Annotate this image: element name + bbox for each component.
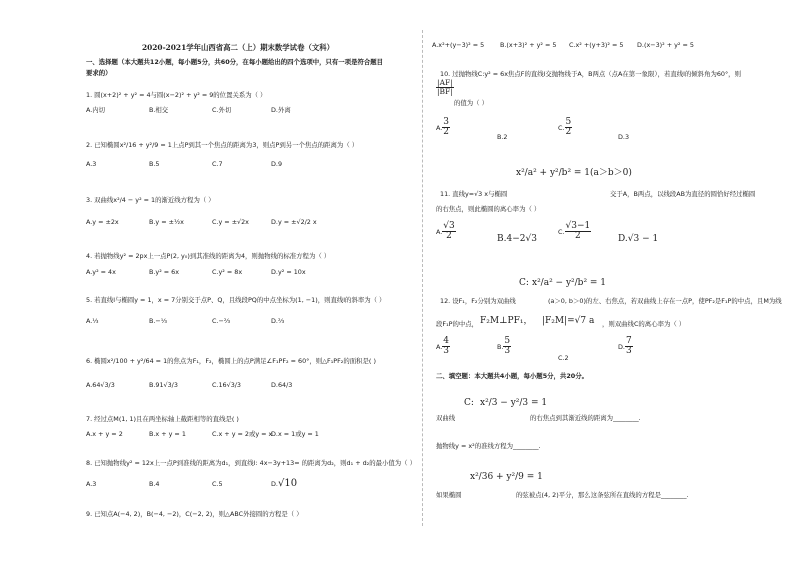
q5-option-b: B.−⅓ bbox=[149, 317, 167, 325]
q3-stem: 3. 双曲线x²/4 − y² = 1的渐近线方程为（ ） bbox=[86, 196, 215, 204]
q12-condition-length: |F₂M|=√7 a bbox=[542, 316, 595, 326]
q12-option-d bbox=[618, 337, 633, 357]
q11-option-c bbox=[558, 222, 591, 242]
q4-stem: 4. 若抛物线y² = 2px上一点P(2, y₀)到其准线的距离为4，则抛物线的标准方程为（ ） bbox=[86, 252, 331, 260]
q7-option-b: B.x + y = 1 bbox=[149, 430, 186, 438]
q6-option-c: C.16√3/3 bbox=[212, 381, 241, 389]
q4-option-c: C.y² = 8x bbox=[212, 268, 243, 276]
q9-option-c: C.x² +(y+3)² = 5 bbox=[569, 41, 624, 49]
q8-stem: 8. 已知抛物线y² = 12x上一点P到准线的距离为d₁，到直线l: 4x−3y+13= 的距离为d₂，则d₁ + d₂的最小值为（ ） bbox=[86, 459, 416, 467]
q12-stem-end: ，则双曲线C的离心率为（ ） bbox=[602, 320, 686, 328]
q2-option-c: C.7 bbox=[212, 160, 223, 168]
q9-stem: 9. 已知点A(−4, 2)，B(−4, −2)，C(−2, 2)，则△ABC外接圆的方程是（ ） bbox=[86, 510, 303, 518]
q11-option-a-label: A. bbox=[436, 227, 443, 236]
q11-option-d: D.√3 − 1 bbox=[618, 234, 659, 244]
q12-option-d-num: 7 bbox=[625, 336, 632, 346]
q7-stem: 7. 经过点M(1, 1)且在两坐标轴上截距相等的直线是( ) bbox=[86, 415, 239, 423]
q12-option-a-label: A. bbox=[436, 342, 443, 351]
q8-option-d-value: √10 bbox=[277, 478, 298, 489]
q12-option-b-num: 5 bbox=[504, 336, 511, 346]
q12-option-b-den: 3 bbox=[504, 346, 511, 357]
q15-post: 的弦被点(4, 2)平分，那么这条弦所在直线的方程是________. bbox=[516, 491, 689, 499]
q6-option-a: A.64√3/3 bbox=[86, 381, 115, 389]
q12-option-a-num: 4 bbox=[443, 336, 450, 346]
q10-option-a-label: A. bbox=[436, 123, 443, 132]
q13-curve-c: C: bbox=[464, 398, 474, 408]
q10-option-a-num: 3 bbox=[443, 117, 450, 127]
right-column bbox=[432, 0, 782, 562]
q3-option-c: C.y = ±√2x bbox=[212, 218, 249, 226]
q12-option-a bbox=[436, 337, 450, 357]
q6-option-b: B.91√3/3 bbox=[149, 381, 178, 389]
q10-option-b: B.2 bbox=[497, 133, 508, 141]
q10-option-a-den: 2 bbox=[443, 127, 450, 138]
q12-curve-c: C: bbox=[519, 278, 529, 288]
q10-ratio-num: |AF| bbox=[437, 78, 453, 87]
q11-option-a-den: 2 bbox=[446, 231, 452, 242]
q9-option-b: B.(x+3)² + y² = 5 bbox=[500, 41, 557, 49]
q11-option-b: B.4−2√3 bbox=[497, 234, 537, 244]
q12-stem: 12. 设F₁，F₂分别为双曲线 bbox=[440, 297, 516, 305]
q12-stem-cont: 段F₁P的中点， bbox=[436, 320, 479, 328]
q5-option-c: C.−⅔ bbox=[212, 317, 231, 325]
q14-text: 抛物线y = x²的准线方程为________. bbox=[436, 442, 541, 450]
q15-ellipse-equation: x²/36 + y²/9 = 1 bbox=[470, 472, 543, 482]
q11-option-a bbox=[436, 222, 456, 242]
q9-option-a: A.x²+(y−3)² = 5 bbox=[432, 41, 485, 49]
q1-option-a: A.内切 bbox=[86, 106, 106, 114]
q12-option-c: C.2 bbox=[558, 354, 569, 362]
q12-stem-part2: (a＞0, b＞0)的左、右焦点，若双曲线上存在一点P，使PF₂是F₁P的中点，且M为线 bbox=[548, 297, 782, 305]
q12-option-a-den: 3 bbox=[443, 346, 450, 357]
q13-pre: 双曲线 bbox=[436, 414, 456, 422]
q10-stem-cont: 的值为（ ） bbox=[454, 99, 488, 107]
q12-condition-perp: F₂M⊥PF₁， bbox=[480, 316, 533, 326]
q11-stem: 11. 直线y=√3 x与椭圆 bbox=[440, 190, 508, 198]
q5-option-d: D.⅔ bbox=[271, 317, 285, 325]
q11-ellipse-equation: x²/a² + y²/b² = 1(a＞b＞0) bbox=[516, 168, 632, 178]
q7-option-d: D.x = 1或y = 1 bbox=[271, 430, 319, 438]
q8-option-a: A.3 bbox=[86, 480, 97, 488]
q7-option-a: A.x + y = 2 bbox=[86, 430, 123, 438]
q10-option-c-den: 2 bbox=[565, 127, 572, 138]
q11-stem-part2: 交于A，B两点，以线段AB为直径的圆恰好经过椭圆 bbox=[610, 190, 756, 198]
q4-option-b: B.y² = 6x bbox=[149, 268, 180, 276]
section1-heading-cont: 要求的） bbox=[86, 69, 112, 77]
q11-option-c-num: √3−1 bbox=[565, 221, 591, 231]
q9-option-d: D.(x−3)² + y² = 5 bbox=[637, 41, 694, 49]
q3-option-a: A.y = ±2x bbox=[86, 218, 119, 226]
q10-option-d: D.3 bbox=[618, 133, 630, 141]
q1-stem: 1. 圆(x+2)² + y² = 4与圆(x−2)² + y² = 9的位置关系为（ ） bbox=[86, 91, 267, 99]
q3-option-d: D.y = ±√2/2 x bbox=[271, 218, 317, 226]
q10-stem: 10. 过抛物线C:y² = 6x焦点F的直线l交抛物线于A，B两点（点A在第一象限），若直线l的倾斜角为60°，则 bbox=[440, 70, 741, 78]
q11-option-c-label: C. bbox=[558, 227, 565, 236]
q11-stem-cont: 的右焦点，则此椭圆的离心率为（ ） bbox=[436, 205, 541, 213]
q8-option-b: B.4 bbox=[149, 480, 160, 488]
q10-option-c bbox=[558, 118, 572, 138]
q4-option-d: D.y² = 10x bbox=[271, 268, 306, 276]
q11-option-c-den: 2 bbox=[575, 231, 581, 242]
q12-hyperbola-equation: x²/a² − y²/b² = 1 bbox=[532, 278, 607, 288]
q5-option-a: A.⅓ bbox=[86, 317, 99, 325]
q8-option-d-label: D. bbox=[271, 480, 278, 488]
q6-option-d: D.64/3 bbox=[271, 381, 293, 389]
q10-option-c-label: C. bbox=[558, 123, 565, 132]
q10-ratio-den: |BF| bbox=[437, 86, 453, 96]
q2-option-a: A.3 bbox=[86, 160, 97, 168]
q10-option-a bbox=[436, 118, 450, 138]
left-column bbox=[86, 0, 416, 562]
q3-option-b: B.y = ±½x bbox=[149, 218, 184, 226]
q8-option-c: C.5 bbox=[212, 480, 223, 488]
q7-option-c: C.x + y = 2或y = x bbox=[212, 430, 273, 438]
q12-option-d-label: D. bbox=[618, 342, 625, 351]
q8-option-d bbox=[271, 478, 297, 491]
q11-option-a-num: √3 bbox=[443, 221, 455, 231]
q6-stem: 6. 椭圆x²/100 + y²/64 = 1的焦点为F₁，F₂，椭圆上的点P满足∠F₁PF₂ = 60°，则△F₁PF₂的面积是( ) bbox=[86, 357, 376, 365]
q15-pre: 如果椭圆 bbox=[436, 491, 462, 499]
q4-option-a: A.y² = 4x bbox=[86, 268, 116, 276]
q5-stem: 5. 若直线l与椭圆y = 1，x = 7分别交于点P、Q，且线段PQ的中点坐标为(1, −1)，则直线l的斜率为（ ） bbox=[86, 296, 386, 304]
q10-option-c-num: 5 bbox=[565, 117, 572, 127]
q12-option-b bbox=[497, 337, 511, 357]
q1-option-c: C.外切 bbox=[212, 106, 232, 114]
q13-post: 的右焦点到其渐近线的距离为________. bbox=[530, 414, 641, 422]
section2-heading: 二、填空题：本大题共4小题，每小题5分，共20分。 bbox=[436, 372, 588, 380]
q2-option-b: B.5 bbox=[149, 160, 160, 168]
q1-option-b: B.相交 bbox=[149, 106, 169, 114]
q2-option-d: D.9 bbox=[271, 160, 283, 168]
q2-stem: 2. 已知椭圆x²/16 + y²/9 = 1上点P到其一个焦点的距离为3，则点P到另一个焦点的距离为（ ） bbox=[86, 141, 359, 149]
q1-option-d: D.外离 bbox=[271, 106, 291, 114]
section1-heading: 一、选择题（本大题共12小题，每小题5分，共60分，在每小题给出的四个选项中，只有一项是符合题目 bbox=[86, 58, 384, 66]
exam-title: 2020-2021学年山西省高二（上）期末数学试卷（文科） bbox=[142, 43, 335, 52]
column-divider bbox=[422, 30, 423, 526]
q12-option-b-label: B. bbox=[497, 342, 504, 351]
q12-option-d-den: 3 bbox=[625, 346, 632, 357]
q10-ratio bbox=[436, 79, 454, 96]
q13-hyperbola-equation: x²/3 − y²/3 = 1 bbox=[480, 398, 548, 408]
